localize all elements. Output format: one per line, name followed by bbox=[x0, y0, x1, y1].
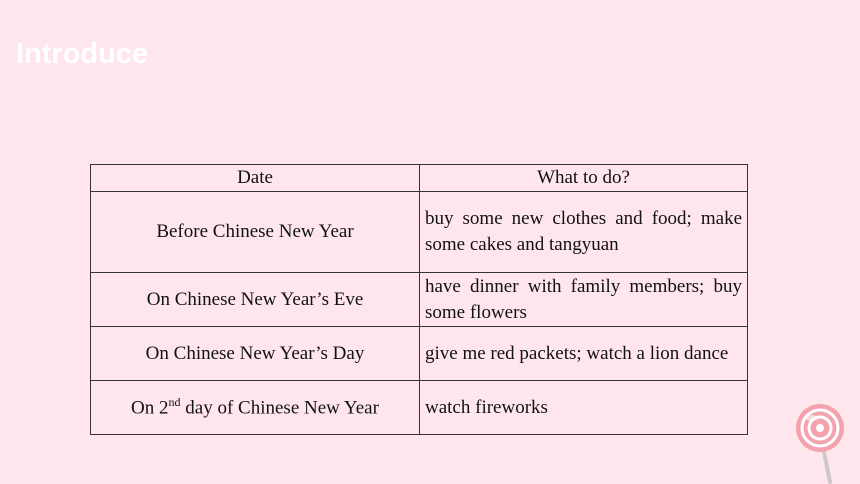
row-todo: have dinner with family members; buy some flowers bbox=[420, 273, 748, 327]
header-date: Date bbox=[91, 165, 420, 192]
lollipop-icon bbox=[790, 400, 852, 484]
table-row bbox=[91, 192, 748, 273]
row-date bbox=[91, 381, 420, 435]
slide-title: Introduce bbox=[16, 38, 149, 70]
table-header-row bbox=[91, 165, 748, 192]
row-todo: give me red packets; watch a lion dance bbox=[420, 327, 748, 381]
table-row bbox=[91, 327, 748, 381]
row-todo: buy some new clothes and food; make some cakes and tangyuan bbox=[420, 192, 748, 273]
date-ordinal-suffix: nd bbox=[168, 395, 181, 410]
table-row bbox=[91, 381, 748, 435]
row-todo: watch fireworks bbox=[420, 381, 748, 435]
header-what-to-do: What to do? bbox=[420, 165, 748, 192]
row-date: On Chinese New Year’s Eve bbox=[91, 273, 420, 327]
row-date: Before Chinese New Year bbox=[91, 192, 420, 273]
table-row bbox=[91, 273, 748, 327]
row-date: On Chinese New Year’s Day bbox=[91, 327, 420, 381]
date-suffix: day of Chinese New Year bbox=[180, 397, 379, 419]
date-prefix: On 2 bbox=[131, 397, 169, 419]
celebration-table bbox=[90, 164, 748, 435]
